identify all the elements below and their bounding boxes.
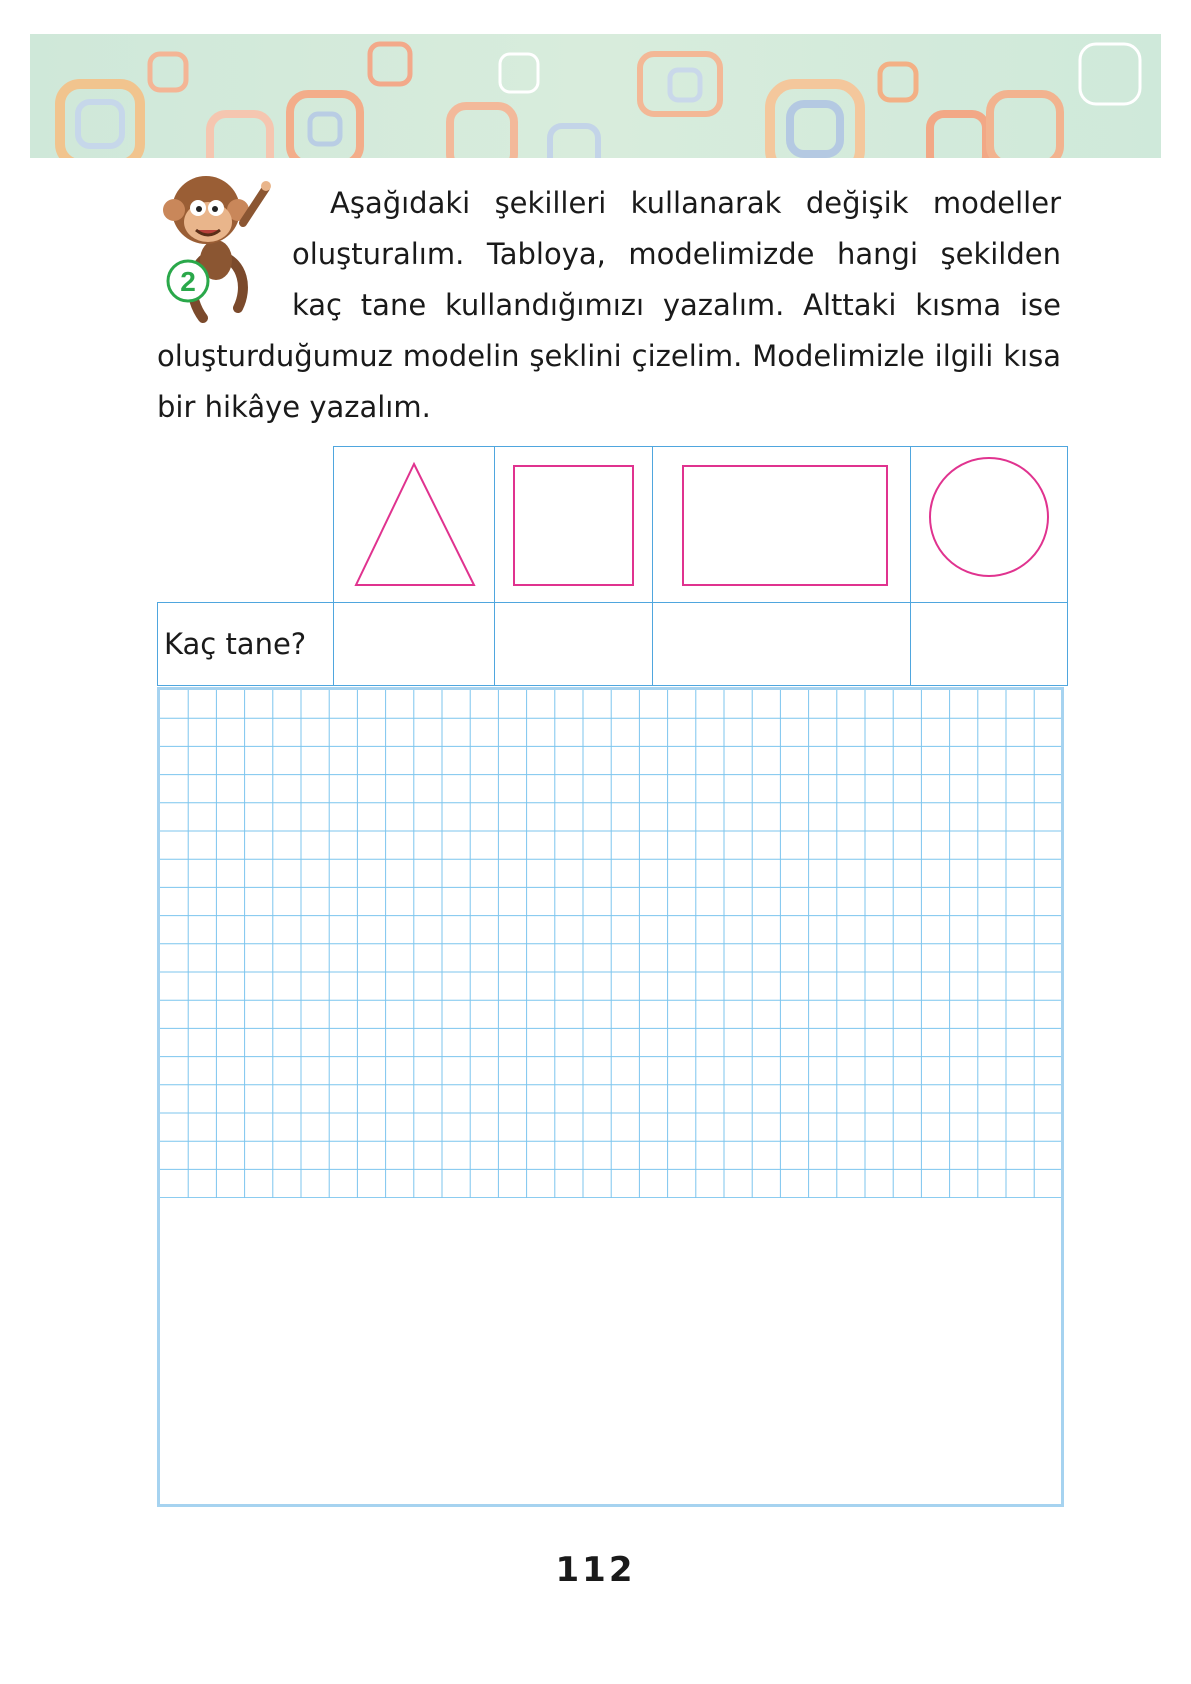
instructions-text: Aşağıdaki şekilleri kullanarak değişik modeller oluşturalım. Tabloya, modelimizde hangi şekilden kaç tane kullandığımızı yazalım. Alttaki kısma ise oluşturduğumuz modelin şeklini çizelim. Modelimizle ilgili kısa bir hikâye yazalım. [157,186,1061,424]
rectangle-icon [653,447,910,598]
triangle-icon [334,447,494,598]
circle-icon [911,447,1067,598]
square-count-input[interactable] [494,603,652,686]
retro-squares-pattern [30,34,1161,158]
square-icon [495,447,652,598]
svg-text:2: 2 [180,266,196,297]
story-writing-area[interactable] [160,1198,1061,1504]
triangle-count-input[interactable] [333,603,494,686]
page-number: 112 [555,1550,636,1590]
triangle-cell [333,447,494,603]
shape-count-table [157,446,1068,686]
square-cell [494,447,652,603]
rectangle-count-input[interactable] [652,603,910,686]
shape-header-row [158,447,1068,603]
drawing-grid[interactable] [160,690,1061,1198]
circle-cell [910,447,1067,603]
count-row-label: Kaç tane? [158,603,334,686]
rectangle-cell [652,447,910,603]
decorative-banner [30,34,1161,158]
circle-count-input[interactable] [910,603,1067,686]
drawing-and-story-area [157,687,1064,1507]
empty-corner-cell [158,447,334,603]
count-row [158,603,1068,686]
